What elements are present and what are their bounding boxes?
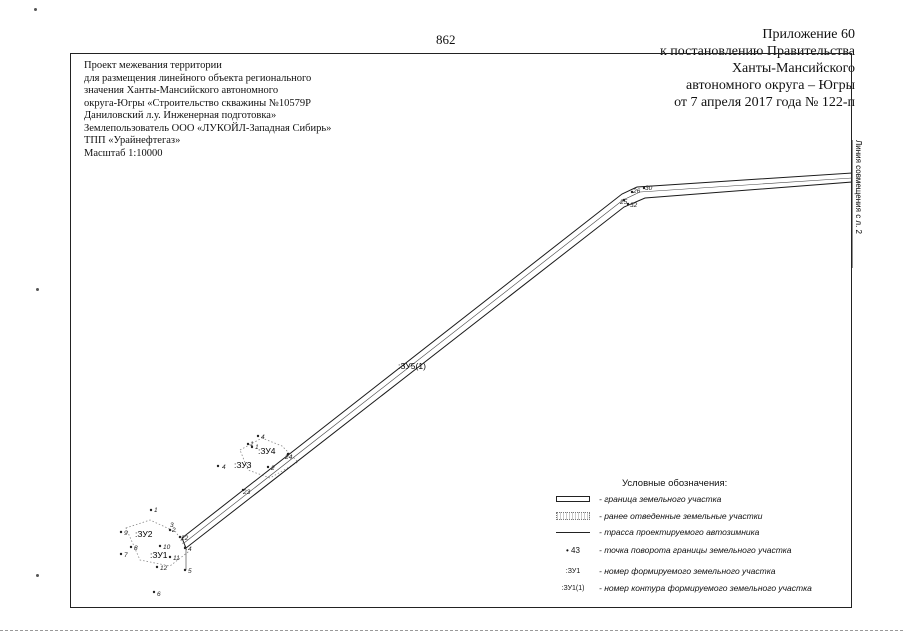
- scan-artifact: [36, 288, 39, 291]
- point-label: 9: [124, 530, 128, 537]
- point-label: 26: [633, 188, 641, 195]
- point-label: 30: [645, 185, 653, 192]
- point-label: 24: [285, 454, 293, 461]
- project-line: Проект межевания территории: [84, 60, 222, 71]
- appendix-line: Ханты-Мансийского: [731, 61, 855, 76]
- winter-road-route: [184, 178, 852, 543]
- scan-artifact: [34, 8, 37, 11]
- point-label: 6: [157, 591, 161, 598]
- project-line: Даниловский л.у. Инженерная подготовка»: [84, 110, 277, 121]
- turning-point: [169, 556, 171, 558]
- legend-item: [553, 545, 792, 555]
- point-label: 10: [163, 544, 171, 551]
- point-label: 1: [154, 507, 158, 514]
- appendix-line: Приложение 60: [762, 27, 855, 42]
- legend-symbol: • 43: [566, 545, 580, 555]
- legend-text: - номер контура формируемого земельного участка: [599, 583, 812, 593]
- legend-symbol: :ЗУ1: [565, 567, 581, 575]
- turning-point: [156, 566, 158, 568]
- point-label: 23: [243, 489, 251, 496]
- project-line: Землепользователь ООО «ЛУКОЙЛ-Западная Сибирь»: [84, 122, 332, 134]
- corridor-boundary: [182, 173, 852, 548]
- project-line: Масштаб 1:10000: [84, 147, 163, 159]
- turning-point: [257, 435, 259, 437]
- parcel-label: :ЗУ4: [258, 446, 276, 456]
- turning-point: [627, 203, 629, 205]
- page-number: 862: [436, 32, 456, 47]
- point-label: 3: [170, 522, 174, 529]
- appendix-line: от 7 апреля 2017 года № 122-п: [674, 95, 855, 110]
- point-label: 2: [271, 465, 275, 472]
- turning-point: [159, 545, 161, 547]
- project-line: округа-Югры «Строительство скважины №10579Р: [84, 97, 311, 109]
- parcel-label: :ЗУ2: [135, 529, 153, 539]
- legend-item: [553, 566, 775, 576]
- scan-artifact: [36, 574, 39, 577]
- appendix-line: к постановлению Правительства: [659, 44, 855, 59]
- parcel-label: :ЗУ3: [234, 460, 252, 470]
- turning-point: [184, 547, 186, 549]
- legend-item: [553, 527, 759, 537]
- legend-item: [553, 583, 812, 593]
- parcel-label: :ЗУ1: [150, 550, 168, 560]
- legend-text: - точка поворота границы земельного участка: [599, 545, 792, 555]
- turning-point: [267, 466, 269, 468]
- turning-point: [169, 529, 171, 531]
- point-label: 4: [222, 464, 226, 471]
- point-label: 8: [134, 545, 138, 552]
- legend-text: - трасса проектируемого автозимника: [599, 527, 760, 537]
- legend-symbol: [553, 527, 593, 537]
- legend-symbol: :ЗУ1(1): [561, 584, 585, 592]
- turning-point: [247, 443, 249, 445]
- legend-text: - номер формируемого земельного участка: [599, 566, 776, 576]
- point-label: 1: [250, 441, 254, 448]
- turning-point: [130, 546, 132, 548]
- alignment-line-label: Линия совмещения с л. 2: [854, 140, 863, 234]
- point-label: 1: [255, 444, 259, 451]
- point-label: 11: [173, 555, 180, 562]
- project-line: значения Ханты-Мансийского автономного: [84, 85, 279, 96]
- turning-point: [217, 465, 219, 467]
- project-line: для размещения линейного объекта регионального: [84, 72, 312, 84]
- legend-symbol: [553, 494, 593, 504]
- turning-point: [150, 509, 152, 511]
- turning-point: [120, 553, 122, 555]
- legend-text: - ранее отведенные земельные участки: [599, 511, 763, 521]
- point-label: 25: [620, 199, 628, 206]
- turning-point: [120, 531, 122, 533]
- legend-text: - граница земельного участка: [599, 494, 722, 504]
- point-label: 2: [172, 527, 176, 534]
- point-label: 12: [160, 565, 168, 572]
- point-label: 22: [181, 535, 189, 542]
- legend-title: Условные обозначения:: [622, 478, 728, 489]
- point-label: 32: [630, 202, 638, 209]
- point-label: 4: [188, 546, 192, 553]
- legend-item: [553, 511, 762, 521]
- legend-symbol: [553, 511, 593, 521]
- scan-edge-line: [0, 630, 905, 631]
- legend-item: [553, 494, 721, 504]
- point-label: 5: [188, 568, 192, 575]
- project-line: ТПП «Урайнефтегаз»: [84, 135, 181, 146]
- appendix-line: автономного округа – Югры: [686, 78, 855, 93]
- point-label: 4: [261, 434, 265, 441]
- point-label: 7: [124, 552, 128, 559]
- turning-point: [153, 591, 155, 593]
- contour-label: :ЗУ5(1): [398, 361, 426, 371]
- turning-point: [184, 569, 186, 571]
